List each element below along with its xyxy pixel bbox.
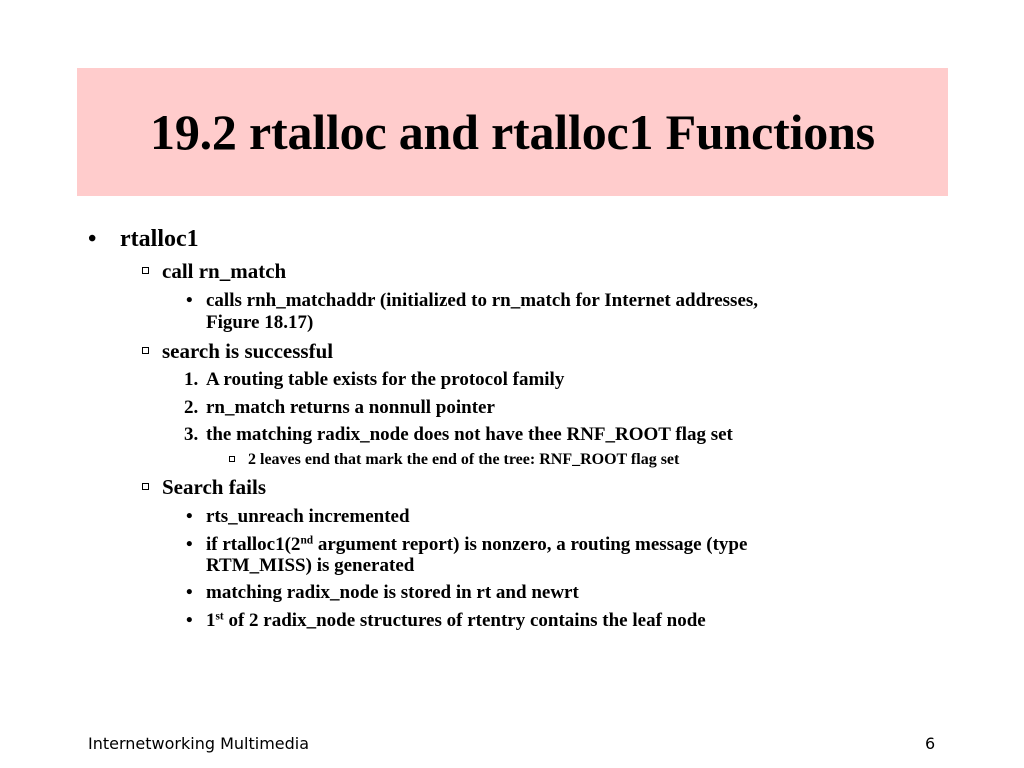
item-first-radix-node [206, 610, 706, 632]
superscript: st [215, 610, 224, 623]
item-rtalloc1-report [206, 534, 747, 556]
bullet-dot: • [186, 534, 193, 555]
bullet-dot: • [186, 610, 193, 631]
bullet-dot: • [186, 582, 193, 603]
numbered-item: the matching radix_node does not have thee RNF_ROOT flag set [206, 424, 733, 445]
text-segment: argument report) is nonzero, a routing message (type [313, 534, 748, 555]
item-two-leaves-note: 2 leaves end that mark the end of the tree: RNF_ROOT flag set [248, 451, 680, 468]
bullet-dot: • [88, 226, 97, 252]
square-bullet-icon [142, 483, 149, 490]
item-rtalloc1: rtalloc1 [120, 226, 199, 252]
item-search-fails: Search fails [162, 475, 267, 499]
square-bullet-icon [142, 347, 149, 354]
square-bullet-icon [142, 267, 149, 274]
text-segment: of 2 radix_node structures of rtentry contains the leaf node [223, 610, 706, 631]
numbered-marker: 2. [184, 397, 199, 418]
bullet-dot: • [186, 506, 193, 527]
numbered-marker: 3. [184, 424, 199, 445]
item-rts-unreach: rts_unreach incremented [206, 506, 410, 527]
footer-course-name: Internetworking Multimedia [88, 734, 310, 753]
text-segment: if rtalloc1(2 [206, 534, 301, 555]
item-calls-rnh-matchaddr-cont: Figure 18.17) [206, 312, 314, 333]
item-calls-rnh-matchaddr: calls rnh_matchaddr (initialized to rn_match for Internet addresses, [206, 290, 759, 311]
bullet-dot: • [186, 290, 193, 311]
numbered-item: rn_match returns a nonnull pointer [206, 397, 495, 418]
text-segment: 1 [206, 610, 216, 631]
item-matching-radix-node: matching radix_node is stored in rt and newrt [206, 582, 579, 603]
square-bullet-icon [229, 456, 235, 462]
superscript: nd [300, 534, 314, 547]
numbered-marker: 1. [184, 369, 199, 390]
numbered-item: A routing table exists for the protocol family [206, 369, 565, 390]
item-call-rn-match: call rn_match [162, 259, 287, 283]
item-search-successful: search is successful [162, 339, 334, 363]
item-rtalloc1-report-cont: RTM_MISS) is generated [206, 555, 415, 576]
footer-page-number: 6 [925, 734, 936, 753]
slide-title: 19.2 rtalloc and rtalloc1 Functions [150, 104, 875, 160]
